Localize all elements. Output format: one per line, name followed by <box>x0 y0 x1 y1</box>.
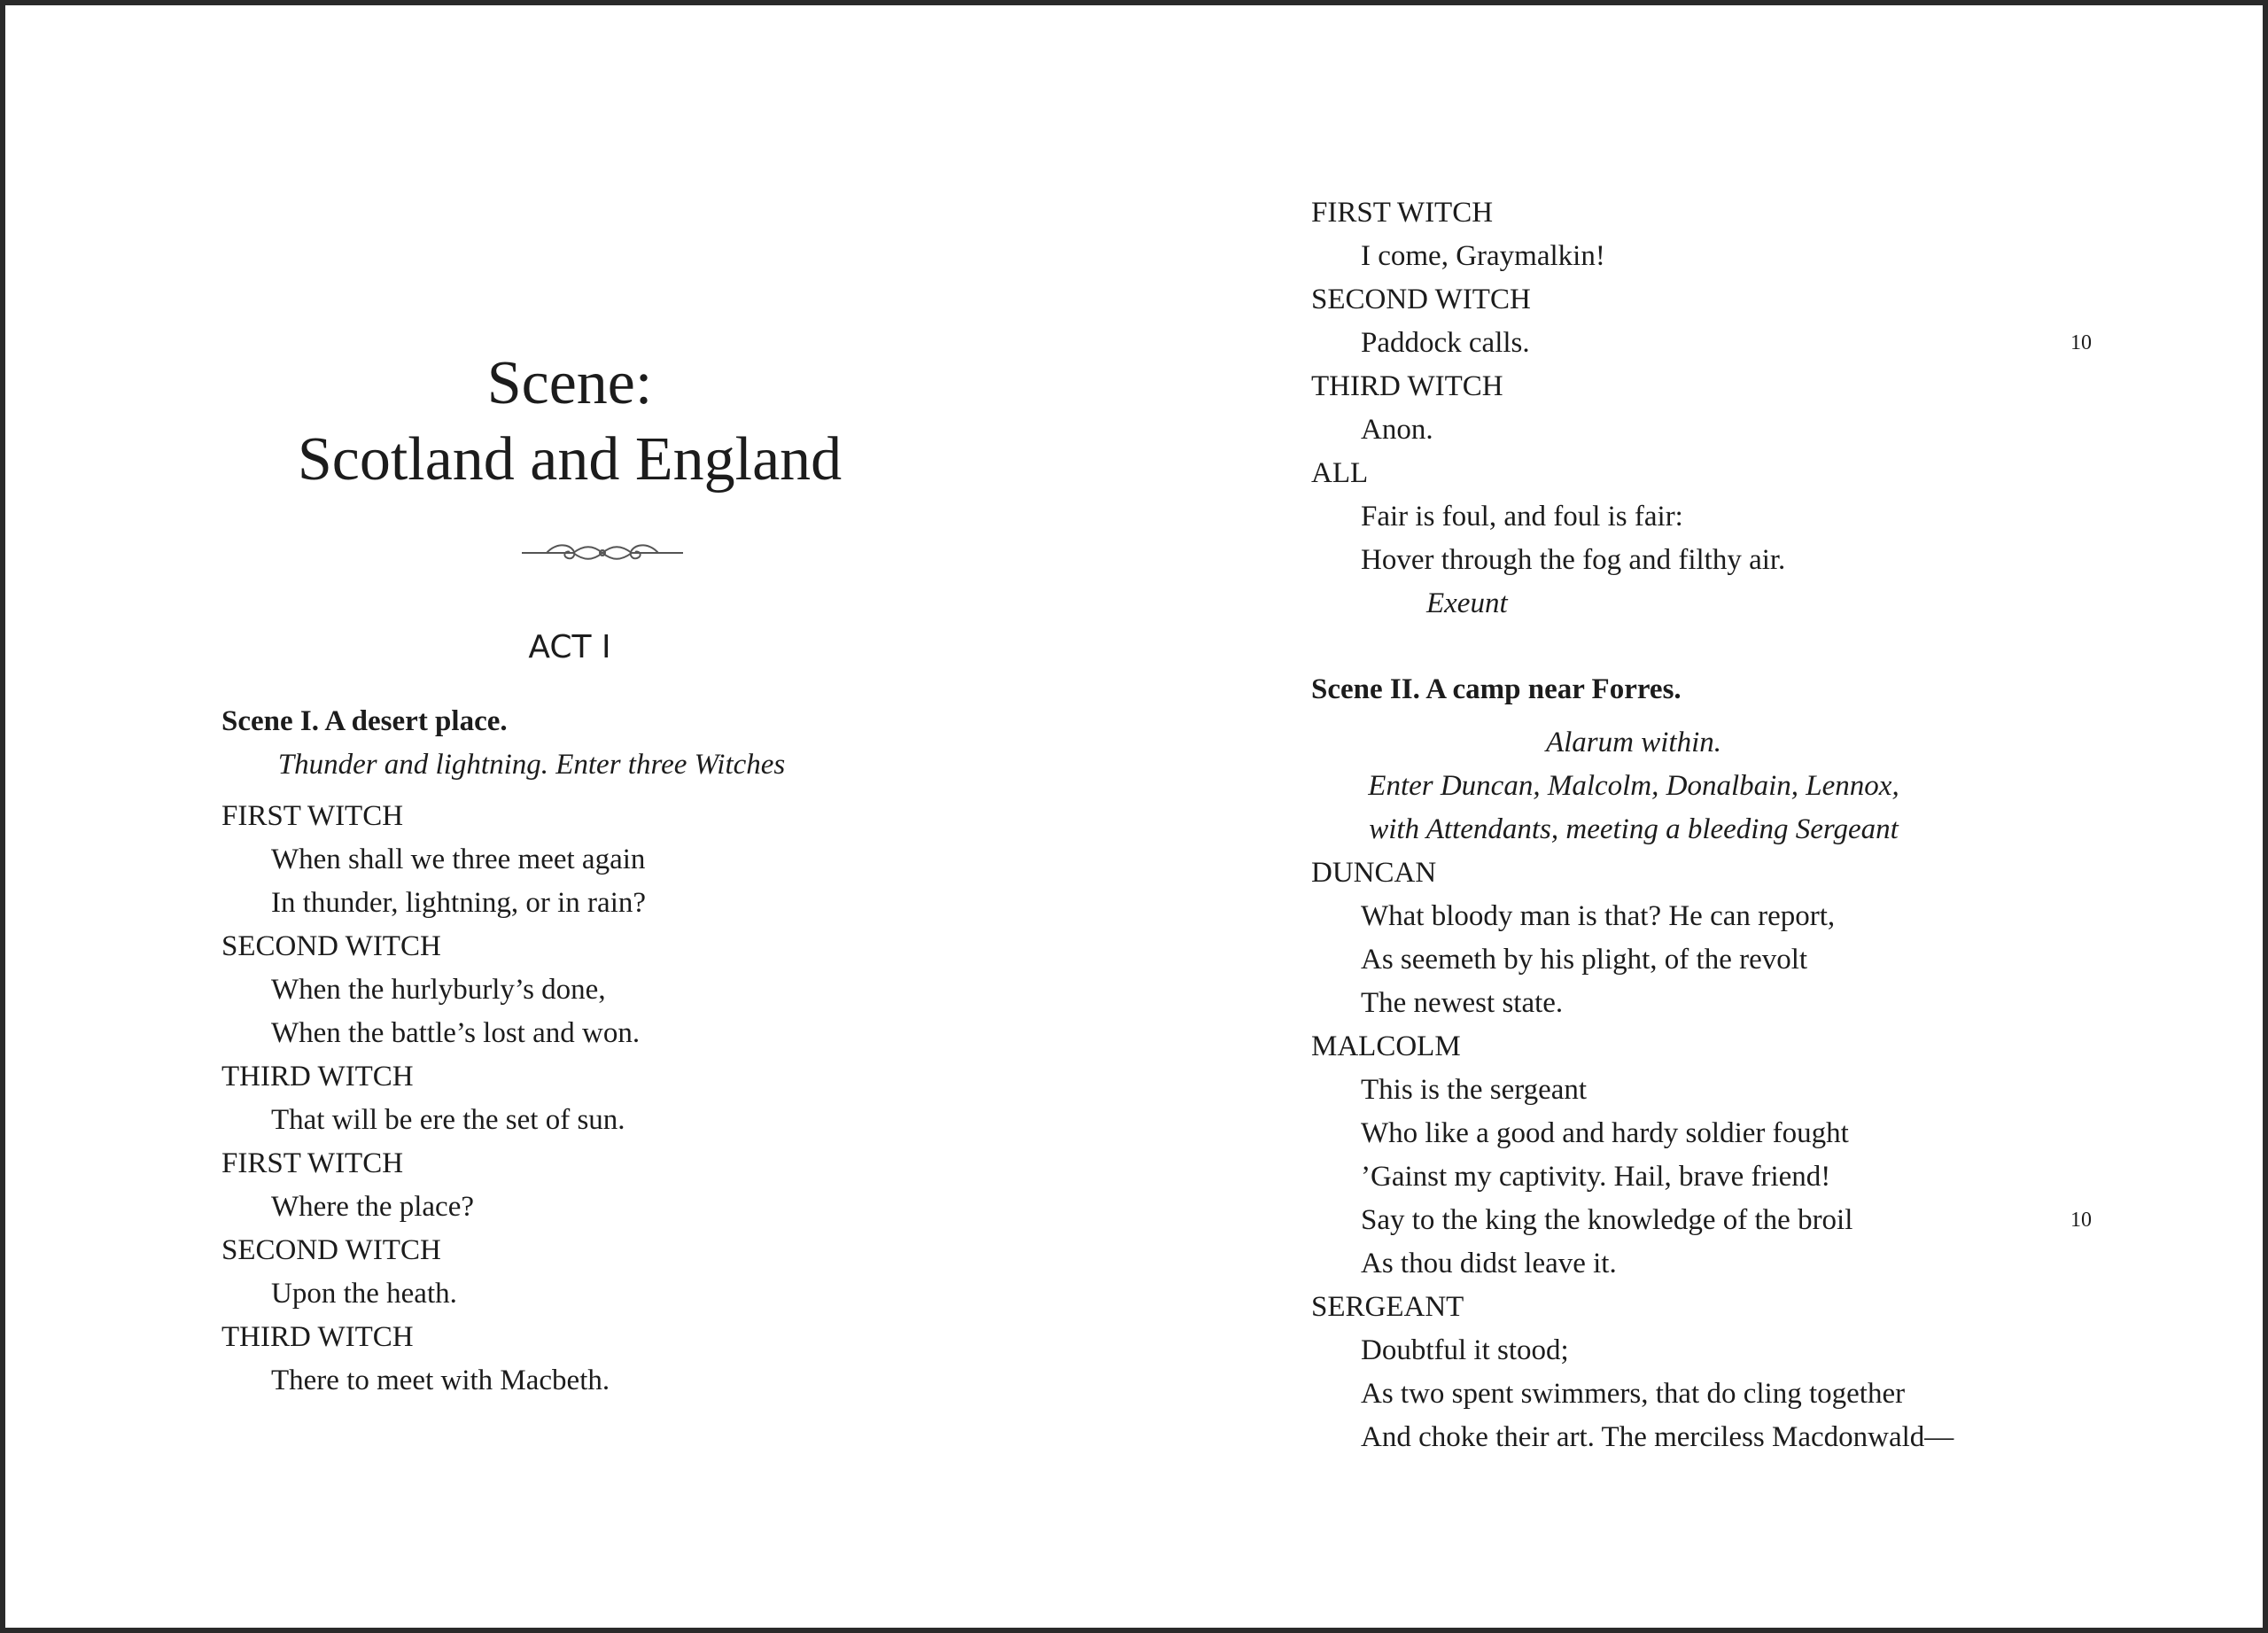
scene2-dialogue <box>1311 851 2197 1459</box>
scene2-stage-directions <box>1311 721 1956 851</box>
line-number: 10 <box>2070 331 2092 354</box>
line-text: FIRST WITCH <box>221 1147 404 1179</box>
stage-direction: Enter Duncan, Malcolm, Donalbain, Lennox, <box>1368 770 1899 802</box>
line-text: What bloody man is that? He can report, <box>1361 900 1836 932</box>
verse-line <box>1311 1112 2197 1155</box>
verse-line <box>1311 1372 2197 1416</box>
line-text: THIRD WITCH <box>1311 370 1503 402</box>
scene2-heading-block <box>1311 668 2197 712</box>
verse-line <box>1311 1155 2197 1199</box>
line-text: Anon. <box>1361 414 1433 446</box>
speaker-name <box>1311 191 2197 235</box>
verse-line <box>1311 539 2197 582</box>
line-text: FIRST WITCH <box>221 800 404 832</box>
scene-heading: Scene II. A camp near Forres. <box>1311 673 1682 705</box>
speaker-name <box>1311 1025 2197 1069</box>
verse-line <box>221 1099 1019 1142</box>
verse-line <box>221 1272 1019 1316</box>
verse-line <box>1311 895 2197 938</box>
line-text: And choke their art. The merciless Macdonwald— <box>1361 1421 1954 1453</box>
speaker-name <box>1311 365 2197 408</box>
scene-title <box>5 346 1134 498</box>
verse-line <box>221 1186 1019 1229</box>
line-text: I come, Graymalkin! <box>1361 240 1605 272</box>
speaker-name <box>1311 452 2197 495</box>
line-text: Upon the heath. <box>271 1278 457 1310</box>
line-text: SECOND WITCH <box>1311 284 1531 315</box>
scene1-continued-dialogue <box>1311 191 2197 626</box>
verse-line <box>221 882 1019 925</box>
scene1-heading-block <box>221 700 930 787</box>
line-text: Exeunt <box>1426 587 1508 619</box>
verse-line <box>1311 495 2197 539</box>
line-text: SECOND WITCH <box>221 930 441 962</box>
speaker-name <box>221 795 1019 838</box>
line-text: As seemeth by his plight, of the revolt <box>1361 944 1808 976</box>
speaker-name <box>1311 1286 2197 1329</box>
line-text: That will be ere the set of sun. <box>271 1104 625 1136</box>
verse-line <box>1311 322 2197 365</box>
scene-heading: Scene I. A desert place. <box>221 705 508 737</box>
verse-line <box>221 1012 1019 1055</box>
line-text: When the hurlyburly’s done, <box>271 974 606 1006</box>
line-text: When shall we three meet again <box>271 844 646 875</box>
line-text: SERGEANT <box>1311 1291 1464 1323</box>
line-text: When the battle’s lost and won. <box>271 1017 641 1049</box>
line-text: Paddock calls. <box>1361 327 1530 359</box>
stage-direction <box>1311 582 2197 626</box>
verse-line <box>221 838 1019 882</box>
verse-line <box>221 1359 1019 1403</box>
line-number: 10 <box>2070 1209 2092 1232</box>
flourish-ornament-icon <box>522 540 683 566</box>
stage-direction: Thunder and lightning. Enter three Witches <box>277 749 786 781</box>
line-text: Who like a good and hardy soldier fought <box>1361 1117 1849 1149</box>
stage-direction: with Attendants, meeting a bleeding Sergeant <box>1369 813 1899 845</box>
verse-line <box>1311 1416 2197 1459</box>
right-page <box>1134 5 2263 1628</box>
line-text: THIRD WITCH <box>221 1321 414 1353</box>
verse-line <box>1311 1329 2197 1372</box>
speaker-name <box>221 1229 1019 1272</box>
speaker-name <box>1311 278 2197 322</box>
verse-line <box>1311 235 2197 278</box>
verse-line <box>1311 1242 2197 1286</box>
line-text: Say to the king the knowledge of the broil <box>1361 1204 1853 1236</box>
line-text: FIRST WITCH <box>1311 197 1494 229</box>
line-text: SECOND WITCH <box>221 1234 441 1266</box>
verse-line <box>1311 408 2197 452</box>
verse-line <box>1311 1069 2197 1112</box>
line-text: There to meet with Macbeth. <box>271 1365 610 1396</box>
left-page <box>5 5 1134 1628</box>
line-text: Where the place? <box>271 1191 475 1223</box>
line-text: Fair is foul, and foul is fair: <box>1361 501 1683 533</box>
act-heading: ACT I <box>528 629 611 665</box>
scene-title-line1: Scene: <box>486 349 653 417</box>
speaker-name <box>221 1142 1019 1186</box>
line-text: As two spent swimmers, that do cling together <box>1361 1378 1906 1410</box>
line-text: As thou didst leave it. <box>1361 1248 1617 1279</box>
speaker-name <box>221 1316 1019 1359</box>
scene-title-line2: Scotland and England <box>297 425 843 494</box>
line-text: This is the sergeant <box>1361 1074 1588 1106</box>
verse-line <box>1311 982 2197 1025</box>
line-text: THIRD WITCH <box>221 1061 414 1093</box>
line-text: MALCOLM <box>1311 1030 1461 1062</box>
line-text: In thunder, lightning, or in rain? <box>271 887 647 919</box>
line-text: DUNCAN <box>1311 857 1437 889</box>
verse-line <box>1311 1199 2197 1242</box>
line-text: Hover through the fog and filthy air. <box>1361 544 1786 576</box>
line-text: The newest state. <box>1361 987 1564 1019</box>
speaker-name <box>1311 851 2197 895</box>
stage-direction: Alarum within. <box>1545 727 1722 758</box>
line-text: ALL <box>1311 457 1369 489</box>
line-text: ’Gainst my captivity. Hail, brave friend! <box>1361 1161 1831 1193</box>
verse-line <box>1311 938 2197 982</box>
scene1-dialogue <box>221 795 1019 1403</box>
speaker-name <box>221 1055 1019 1099</box>
verse-line <box>221 968 1019 1012</box>
line-text: Doubtful it stood; <box>1361 1334 1569 1366</box>
speaker-name <box>221 925 1019 968</box>
